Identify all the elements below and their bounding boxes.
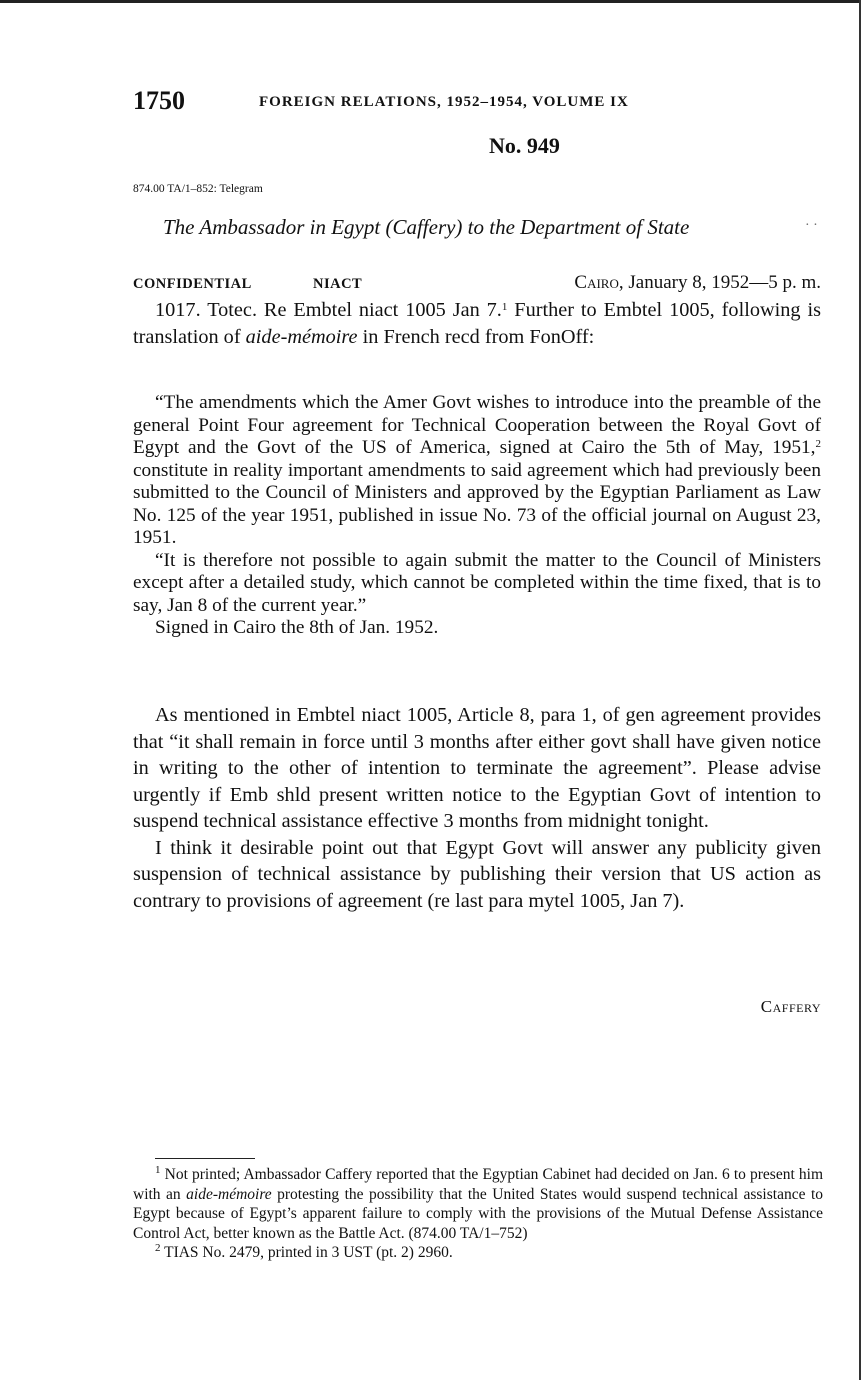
file-reference: 874.00 TA/1–852: Telegram	[133, 183, 263, 195]
footnote-1-text-a: Not printed; Ambassador Caffery reported that the Egyptian Cabinet had decided on Jan. 6 to present him with an	[133, 1166, 823, 1203]
page-header	[133, 86, 821, 120]
quote-1-text-b: constitute in reality important amendments to said agreement which had previously been submitted to the Council of Ministers and approved by the Egyptian Parliament as Law No. 125 of the year 1951, published in issue No. 73 of the official journal on August 23, 1951.	[133, 459, 821, 548]
running-title: FOREIGN RELATIONS, 1952–1954, VOLUME IX	[259, 94, 629, 110]
dateline	[133, 272, 821, 300]
paragraph-2: As mentioned in Embtel niact 1005, Article 8, para 1, of gen agreement provides that “it shall remain in force until 3 months after either govt shall have given notice in writing to the other of intention to terminate the agreement”. Please advise urgently if Emb shld present written notice to the Egyptian Govt of intention to suspend technical assistance effective 3 months from midnight tonight.	[133, 704, 821, 832]
footnote-ref-2: 2	[815, 438, 821, 450]
document-title: The Ambassador in Egypt (Caffery) to the Department of State	[163, 215, 690, 239]
footnotes	[133, 1165, 823, 1263]
signature: Caffery	[760, 997, 821, 1016]
place-name: Cairo	[574, 272, 619, 293]
footnote-2-marker: 2	[155, 1242, 161, 1254]
paragraph-1	[133, 297, 821, 350]
paragraph-1-italic: aide-mémoire	[245, 325, 358, 348]
quote-signed-line: Signed in Cairo the 8th of Jan. 1952.	[155, 617, 439, 638]
document-number: No. 949	[489, 133, 560, 158]
footnote-1-marker: 1	[155, 1164, 161, 1176]
page-number: 1750	[133, 86, 185, 115]
footnote-1-italic: aide-mémoire	[186, 1185, 272, 1203]
quote-paragraph-1	[133, 392, 821, 550]
paragraph-1-text-b: Further to Embtel 1005, following is translation of	[133, 299, 821, 348]
date-text: , January 8, 1952—5 p. m.	[618, 272, 821, 293]
footnote-1	[133, 1165, 823, 1243]
priority-label: NIACT	[313, 276, 363, 292]
quote-paragraph-2: “It is therefore not possible to again submit the matter to the Council of Ministers except after a detailed study, which cannot be completed within the time fixed, that is to say, Jan 8 of the current year.”	[133, 549, 821, 616]
footnote-2-text: TIAS No. 2479, printed in 3 UST (pt. 2) 2960.	[160, 1244, 453, 1261]
paragraph-3: I think it desirable point out that Egypt Govt will answer any publicity given suspension of technical assistance by publishing their version that US action as contrary to provisions of agreement (re last para mytel 1005, Jan 7).	[133, 836, 821, 912]
paragraph-1-text-c: in French recd from FonOff:	[357, 325, 595, 348]
footnote-2	[133, 1243, 823, 1263]
aide-memoire-quote	[133, 392, 821, 640]
stray-mark: · ·	[805, 218, 818, 233]
telegram-body	[133, 702, 821, 914]
footnote-ref-1: 1	[501, 301, 508, 313]
paragraph-1-text-a: 1017. Totec. Re Embtel niact 1005 Jan 7.	[155, 299, 502, 321]
footnote-1-text-b: protesting the possibility that the United States would suspend technical assistance to Egypt because of Egypt’s apparent failure to comply with the provisions of the Mutual Defense Assistance Control Act, better known as the Battle Act. (874.00 TA/1–752)	[133, 1185, 823, 1242]
place-date	[574, 272, 821, 294]
classification-label: CONFIDENTIAL	[133, 276, 252, 292]
top-edge-border	[0, 0, 861, 3]
quote-1-text-a: “The amendments which the Amer Govt wishes to introduce into the preamble of the general Point Four agreement for Technical Cooperation between the Royal Govt of Egypt and the Govt of the US of America, signed at Cairo the 5th of May, 1951,	[133, 392, 821, 458]
footnote-rule	[155, 1158, 255, 1159]
telegram-opening	[133, 297, 821, 350]
